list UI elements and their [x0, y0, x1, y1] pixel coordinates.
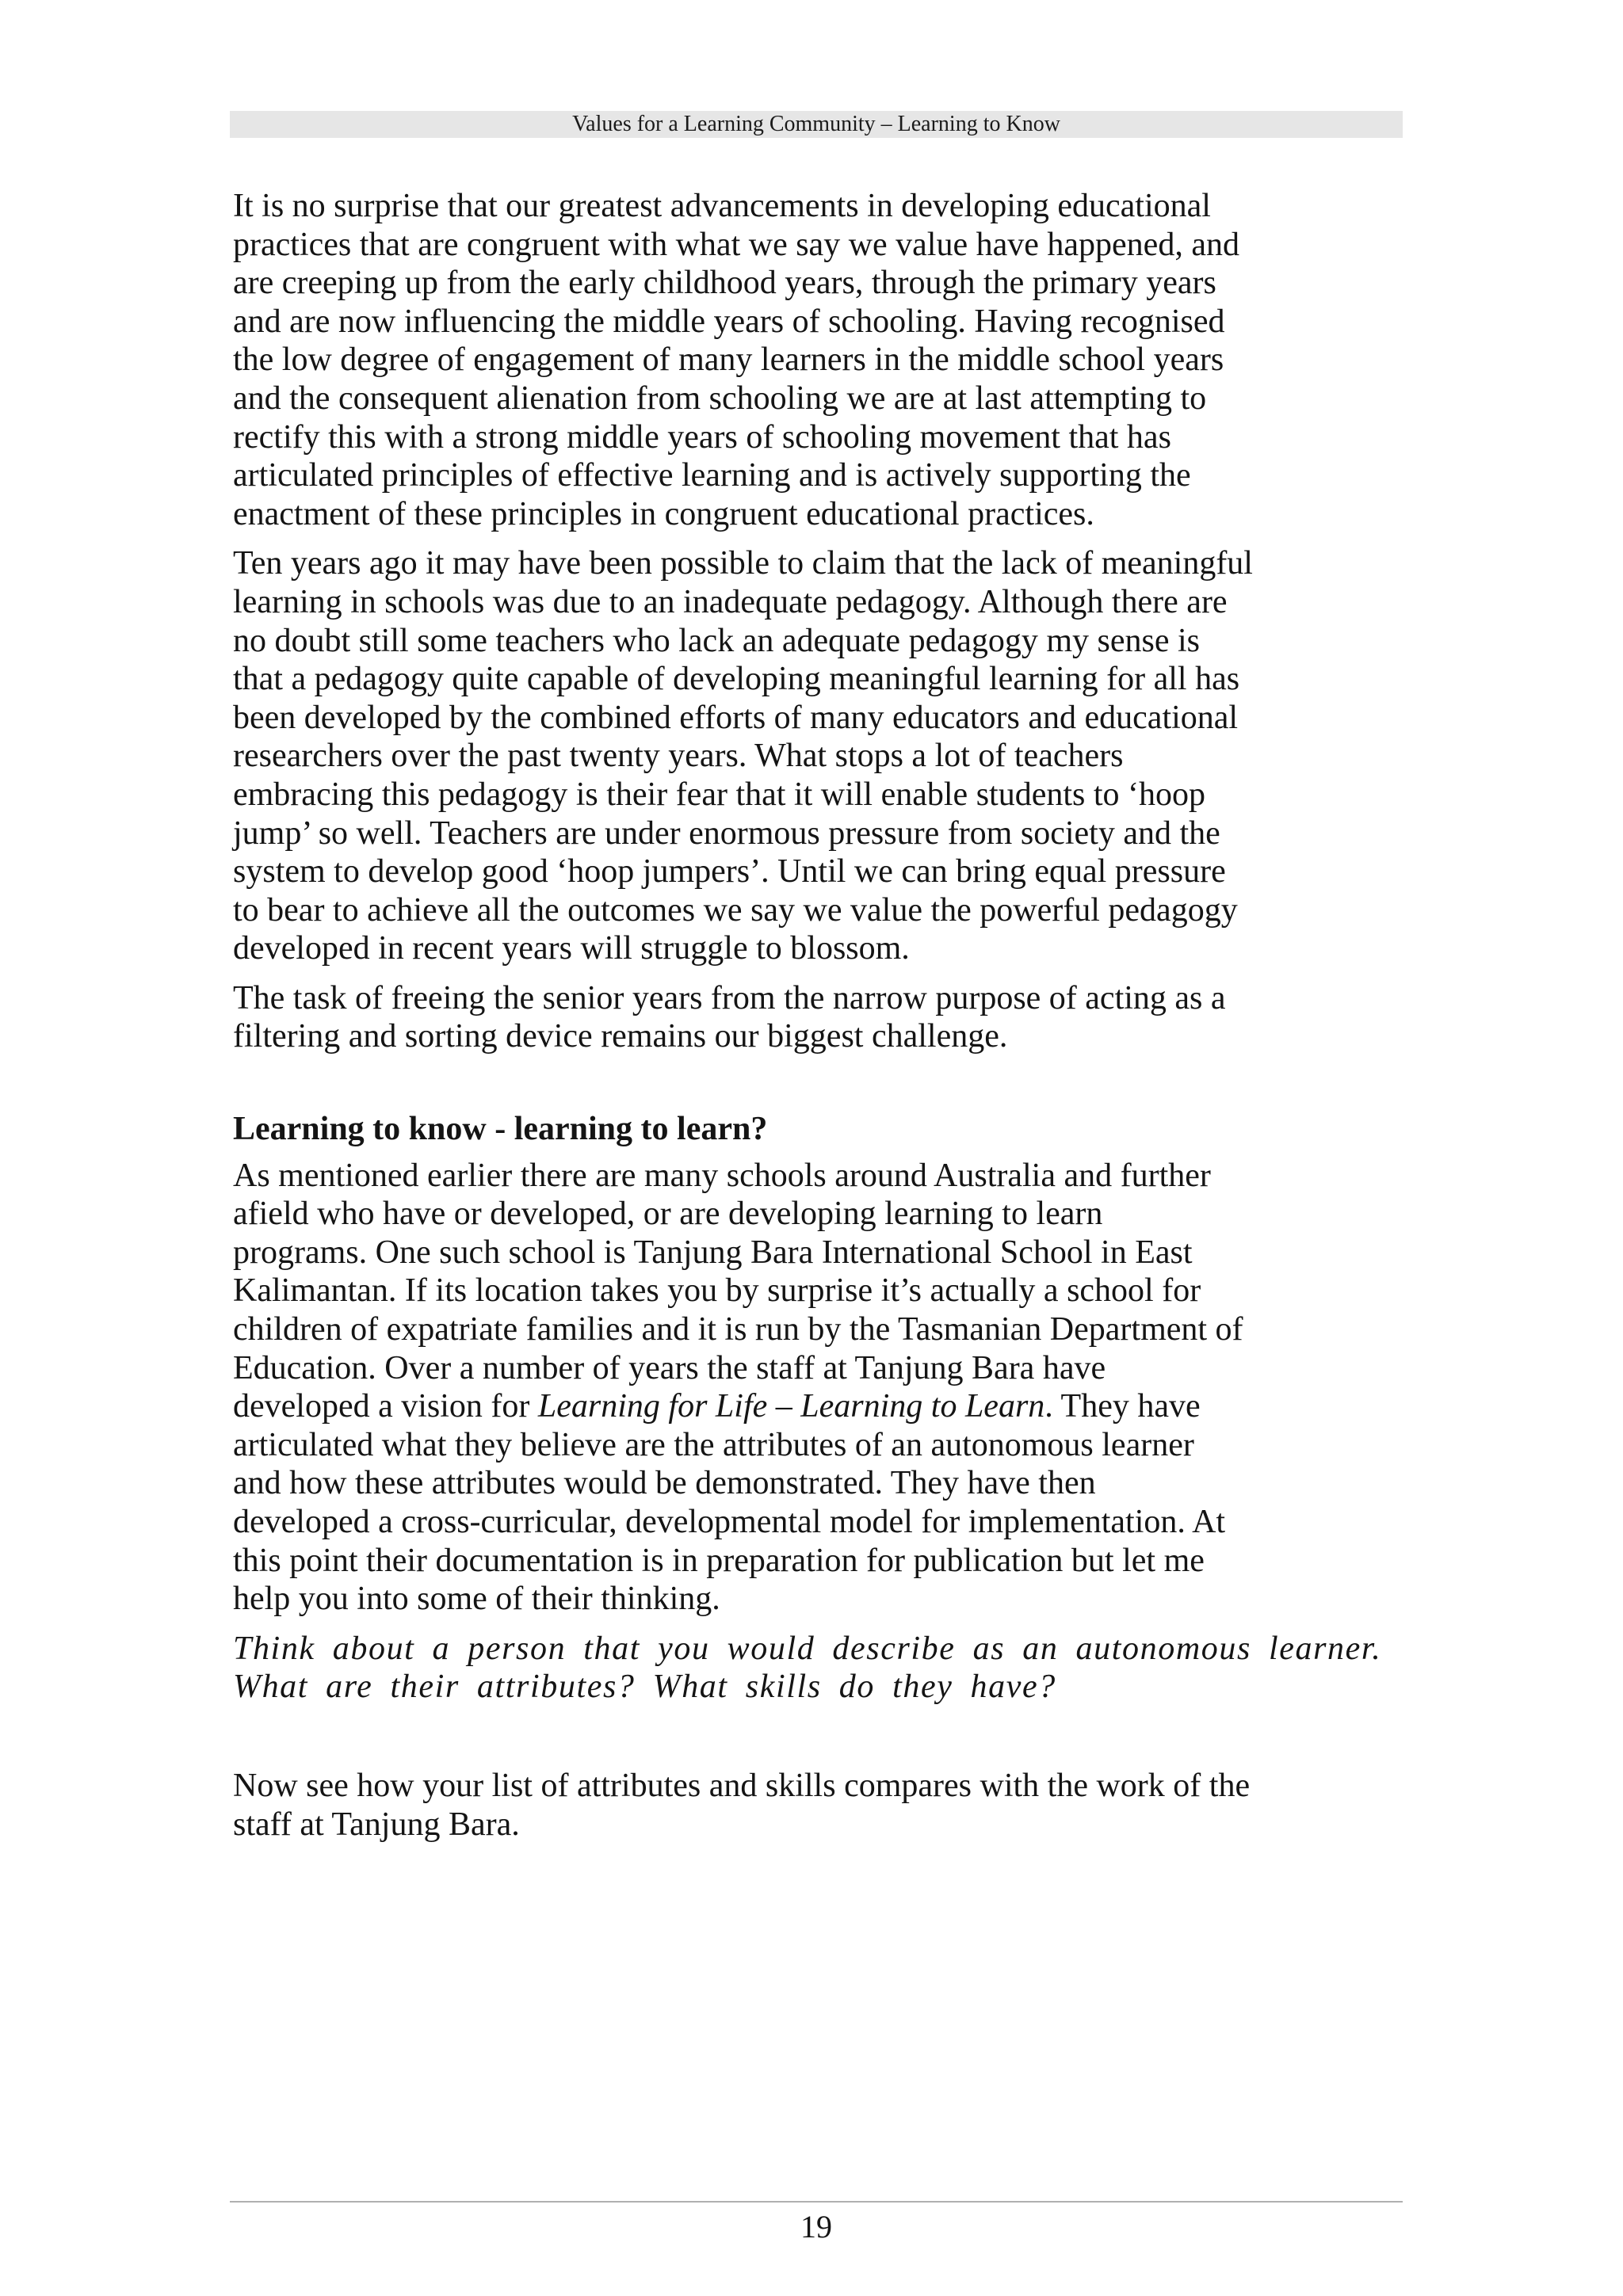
text-line: articulated what they believe are the attributes of an autonomous learner	[233, 1426, 1194, 1463]
text-line: Now see how your list of attributes and skills compares with the work of the	[233, 1767, 1251, 1804]
text-line: help you into some of their thinking.	[233, 1581, 720, 1618]
text-fragment: . They have	[1044, 1388, 1201, 1425]
text-line: learning in schools was due to an inadequate pedagogy. Although there are	[233, 583, 1228, 620]
section-heading: Learning to know - learning to learn?	[233, 1111, 768, 1148]
text-line: to bear to achieve all the outcomes we say we value the powerful pedagogy	[233, 891, 1238, 929]
text-line: researchers over the past twenty years. What stops a lot of teachers	[233, 738, 1124, 775]
text-line: the low degree of engagement of many learners in the middle school years	[233, 341, 1224, 379]
text-fragment: developed a vision for	[233, 1388, 538, 1425]
text-line: and the consequent alienation from schooling we are at last attempting to	[233, 379, 1207, 417]
text-line: programs. One such school is Tanjung Bara International School in East	[233, 1234, 1193, 1271]
paragraph-3	[233, 979, 1406, 1056]
paragraph-2	[233, 544, 1406, 968]
closing-paragraph	[233, 1767, 1406, 1844]
program-title: Learning for Life – Learning to Learn	[537, 1388, 1045, 1425]
text-line: Ten years ago it may have been possible to claim that the lack of meaningful	[233, 545, 1253, 582]
text-line: developed in recent years will struggle to blossom.	[233, 930, 910, 967]
text-line: It is no surprise that our greatest advancements in developing educational	[233, 188, 1211, 224]
prompt-line: What are their attributes? What skills do they have?	[233, 1669, 1056, 1706]
text-line: children of expatriate families and it is run by the Tasmanian Department of	[233, 1311, 1243, 1348]
text-line: Kalimantan. If its location takes you by surprise it’s actually a school for	[233, 1272, 1201, 1310]
text-line: rectify this with a strong middle years of schooling movement that has	[233, 418, 1171, 456]
text-line: been developed by the combined efforts of many educators and educational	[233, 699, 1239, 736]
text-line: practices that are congruent with what we say we value have happened, and	[233, 226, 1239, 263]
text-line: embracing this pedagogy is their fear that it will enable students to ‘hoop	[233, 776, 1206, 813]
text-line: filtering and sorting device remains our biggest challenge.	[233, 1018, 1008, 1055]
text-line: Education. Over a number of years the staff at Tanjung Bara have	[233, 1349, 1106, 1386]
text-line: As mentioned earlier there are many schools around Australia and further	[233, 1157, 1211, 1194]
text-line: no doubt still some teachers who lack an adequate pedagogy my sense is	[233, 622, 1201, 659]
reflection-prompt	[233, 1630, 1406, 1707]
text-line: and are now influencing the middle years of schooling. Having recognised	[233, 303, 1225, 340]
footer-rule	[230, 2201, 1403, 2203]
text-line: jump’ so well. Teachers are under enormous pressure from society and the	[233, 814, 1220, 852]
text-line: this point their documentation is in preparation for publication but let me	[233, 1542, 1205, 1579]
text-line: staff at Tanjung Bara.	[233, 1806, 520, 1843]
text-line: The task of freeing the senior years from the narrow purpose of acting as a	[233, 979, 1226, 1016]
text-line: articulated principles of effective learning and is actively supporting the	[233, 457, 1191, 494]
paragraph-1	[233, 187, 1406, 533]
page-number: 19	[800, 2209, 832, 2245]
body-text	[233, 187, 1406, 1855]
text-line: are creeping up from the early childhood years, through the primary years	[233, 265, 1216, 302]
text-line: system to develop good ‘hoop jumpers’. Until we can bring equal pressure	[233, 853, 1226, 891]
text-line: and how these attributes would be demonstrated. They have then	[233, 1465, 1096, 1502]
text-line-with-title	[233, 1387, 1406, 1426]
text-line: afield who have or developed, or are developing learning to learn	[233, 1196, 1103, 1233]
prompt-line: Think about a person that you would describe as an autonomous learner.	[233, 1630, 1382, 1667]
section-paragraph	[233, 1157, 1406, 1619]
running-header: Values for a Learning Community – Learning to Know	[230, 111, 1403, 138]
text-line: developed a cross-curricular, developmental model for implementation. At	[233, 1504, 1226, 1540]
text-line: that a pedagogy quite capable of developing meaningful learning for all has	[233, 661, 1240, 698]
text-line: enactment of these principles in congruent educational practices.	[233, 495, 1094, 532]
